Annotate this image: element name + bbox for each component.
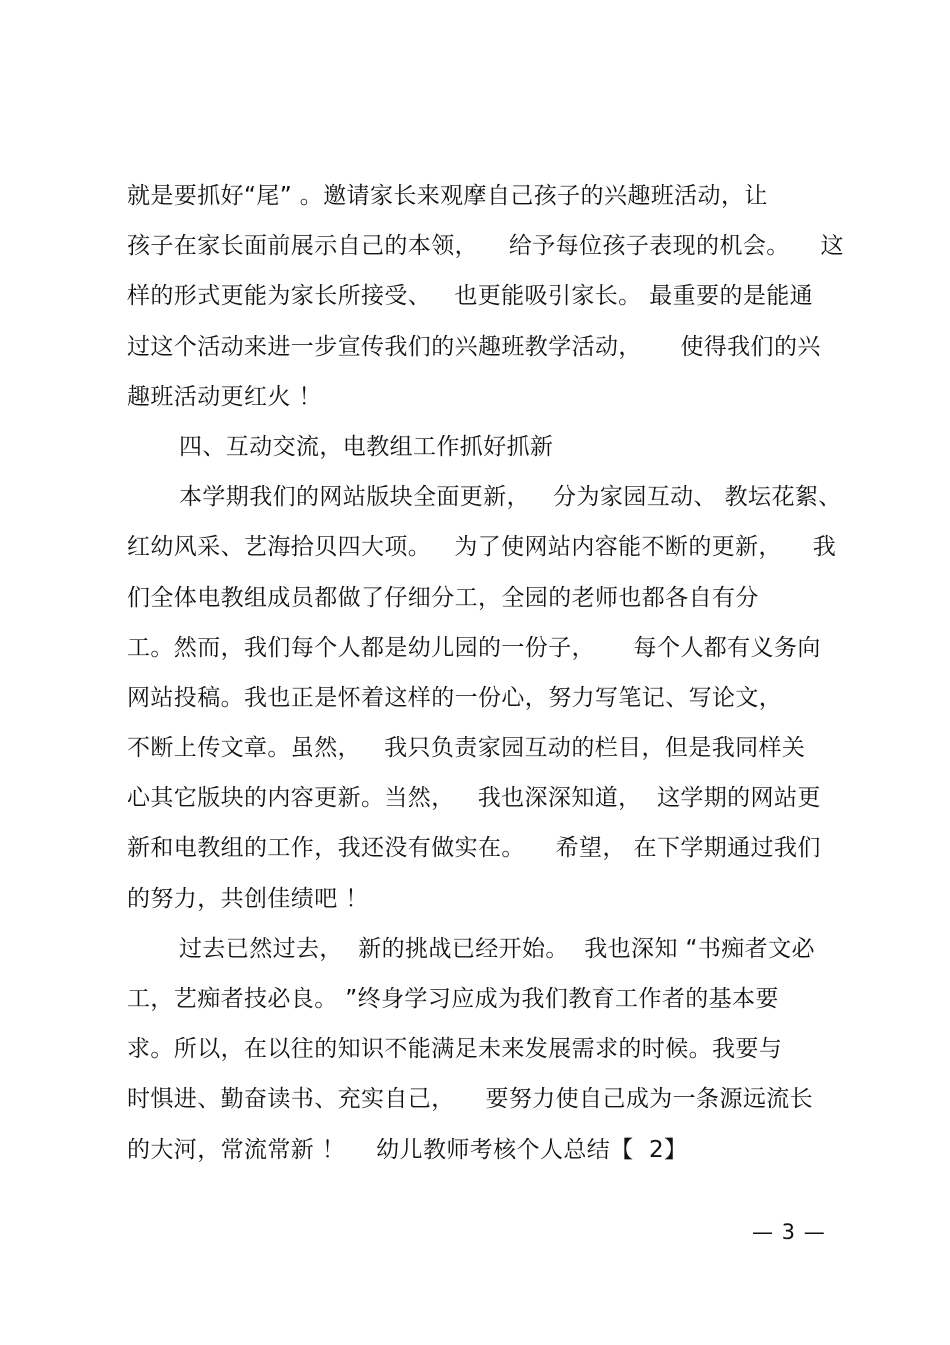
text-line: 过去已然过去， 新的挑战已经开始。 我也深知 “书痴者文必 bbox=[179, 935, 815, 962]
text-line: 心其它版块的内容更新。当然， 我也深深知道， 这学期的网站更 bbox=[127, 785, 821, 812]
body-text bbox=[127, 177, 844, 1181]
text-line: 样的形式更能为家长所接受、 也更能吸引家长。 最重要的是能通 bbox=[127, 283, 814, 310]
text-line: 们全体电教组成员都做了仔细分工，全园的老师也都各自有分 bbox=[127, 584, 759, 611]
text-line: 的努力，共创佳绩吧 ！ bbox=[127, 885, 369, 912]
text-line: 新和电教组的工作，我还没有做实在。 希望， 在下学期通过我们 bbox=[127, 835, 821, 862]
text-line: 孩子在家长面前展示自己的本领， 给予每位孩子表现的机会。 这 bbox=[127, 233, 844, 260]
text-line: 本学期我们的网站版块全面更新， 分为家园互动、 教坛花絮、 bbox=[179, 484, 842, 511]
page-number: — 3 — bbox=[752, 1220, 826, 1244]
text-line: 不断上传文章。虽然， 我只负责家园互动的栏目，但是我同样关 bbox=[127, 735, 806, 762]
text-line: 时惧进、勤奋读书、充实自己， 要努力使自己成为一条源远流长 bbox=[127, 1086, 814, 1113]
text-line: 过这个活动来进一步宣传我们的兴趣班教学活动， 使得我们的兴 bbox=[127, 333, 821, 360]
text-line: 工。然而，我们每个人都是幼儿园的一份子， 每个人都有义务向 bbox=[127, 634, 821, 661]
section-heading: 四、互动交流，电教组工作抓好抓新 bbox=[179, 433, 554, 460]
text-line: 网站投稿。我也正是怀着这样的一份心，努力写笔记、写论文， bbox=[127, 684, 783, 711]
text-line: 红幼风采、艺海拾贝四大项。 为了使网站内容能不断的更新， 我 bbox=[127, 534, 837, 561]
text-line: 求。所以，在以往的知识不能满足未来发展需求的时候。我要与 bbox=[127, 1036, 783, 1063]
text-line: 趣班活动更红火 ！ bbox=[127, 383, 322, 410]
text-line: 的大河，常流常新 ！ 幼儿教师考核个人总结【 2】 bbox=[127, 1136, 688, 1163]
text-line: 就是要抓好“尾” 。邀请家长来观摩自己孩子的兴趣班活动，让 bbox=[127, 183, 768, 209]
text-line: 工，艺痴者技必良。 ”终身学习应成为我们教育工作者的基本要 bbox=[127, 986, 779, 1012]
